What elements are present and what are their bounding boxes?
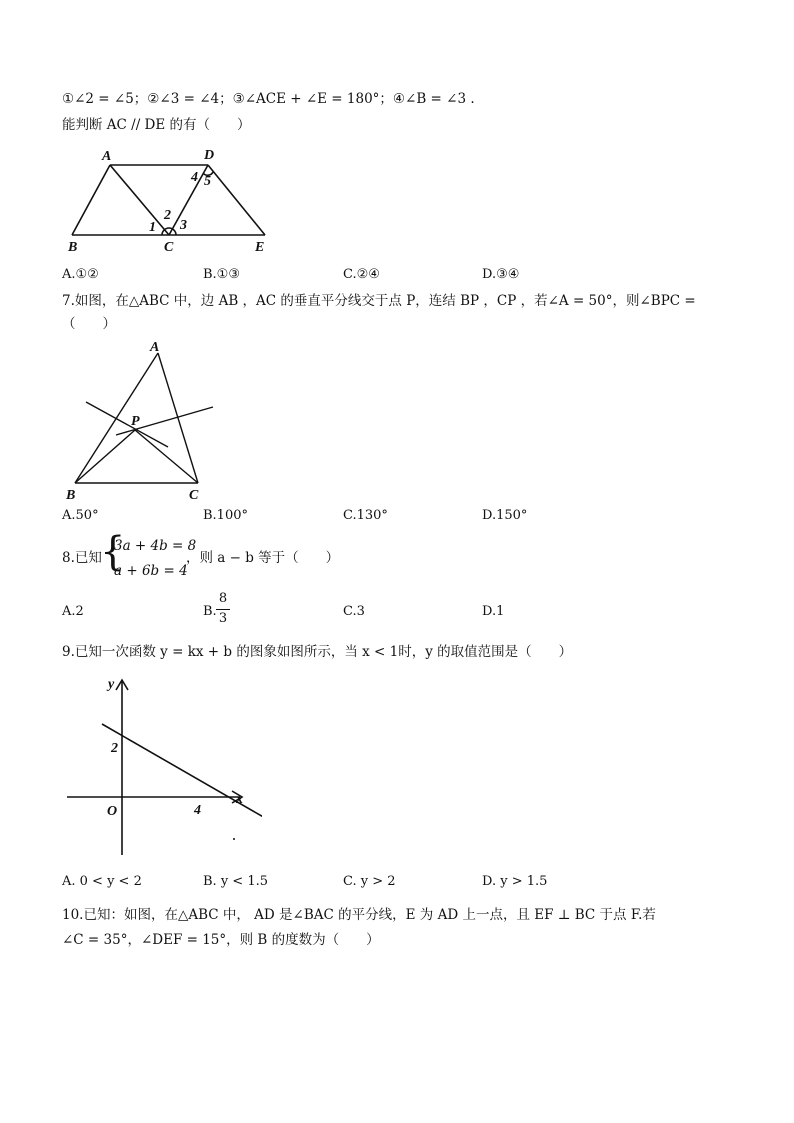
q8-option-c: C.3 xyxy=(343,604,365,619)
q7-label-P: P xyxy=(131,414,140,429)
q6-label-B: B xyxy=(68,240,78,255)
q6-label-5: 5 xyxy=(204,174,211,189)
q9-option-b: B. y < 1.5 xyxy=(203,874,268,889)
q6-question: 能判断 AC // DE 的有（ ） xyxy=(62,117,251,133)
q9-option-d: D. y > 1.5 xyxy=(482,874,548,889)
q7-option-d: D.150° xyxy=(482,508,528,523)
q9-label-O: O xyxy=(107,804,118,819)
q8-frac-denominator: 3 xyxy=(218,611,228,626)
q8-eq1: 3a + 4b = 8 xyxy=(114,538,197,554)
q6-option-d: D.③④ xyxy=(482,267,520,282)
q10-stem-line2: ∠C = 35°，∠DEF = 15°，则 B 的度数为（ ） xyxy=(62,932,380,948)
q8-prefix: 8.已知 xyxy=(62,550,102,566)
q9-label-2: 2 xyxy=(111,741,118,756)
q9-option-c: C. y > 2 xyxy=(343,874,396,889)
q8-brace: { xyxy=(100,529,126,575)
q6-label-3: 3 xyxy=(180,218,187,233)
q8-suffix: ，则 a − b 等于（ ） xyxy=(186,550,340,566)
q7-label-C: C xyxy=(189,488,199,503)
q10-stem-line1: 10.已知：如图，在△ABC 中， AD 是∠BAC 的平分线，E 为 AD 上一点，且 EF ⊥ BC 于点 F.若 xyxy=(62,907,656,923)
q8-eq2: a + 6b = 4 xyxy=(114,563,188,579)
q6-label-A: A xyxy=(102,149,112,164)
q8-option-b-fraction xyxy=(216,591,232,627)
q7-stem-line1: 7.如图，在△ABC 中，边 AB ，AC 的垂直平分线交于点 P，连结 BP ，CP ，若∠A = 50°，则∠BPC = xyxy=(62,293,696,309)
q7-option-b: B.100° xyxy=(203,508,248,523)
q6-label-E: E xyxy=(255,240,265,255)
q8-frac-bar xyxy=(216,609,230,610)
q9-stem: 9.已知一次函数 y = kx + b 的图象如图所示，当 x < 1时，y 的取值范围是（ ） xyxy=(62,644,573,660)
q8-option-d: D.1 xyxy=(482,604,505,619)
q7-label-A: A xyxy=(150,340,160,355)
q9-label-y: y xyxy=(108,677,115,692)
q7-option-a: A.50° xyxy=(62,508,99,523)
q6-label-1: 1 xyxy=(149,220,156,235)
q7-figure xyxy=(58,335,238,505)
q6-label-2: 2 xyxy=(164,208,171,223)
q9-option-a: A. 0 < y < 2 xyxy=(62,874,142,889)
q9-label-4: 4 xyxy=(194,803,201,818)
q6-option-c: C.②④ xyxy=(343,267,380,282)
q8-frac-numerator: 8 xyxy=(218,591,228,606)
q6-option-b: B.①③ xyxy=(203,267,240,282)
q7-stem-line2: （ ） xyxy=(62,316,116,332)
q6-conditions: ①∠2 = ∠5；②∠3 = ∠4；③∠ACE + ∠E = 180°；④∠B = ∠3 . xyxy=(62,91,475,107)
q8-option-b: B. xyxy=(203,604,217,619)
q6-label-C: C xyxy=(164,240,174,255)
q7-option-c: C.130° xyxy=(343,508,388,523)
q6-figure xyxy=(62,145,292,257)
q8-option-a: A.2 xyxy=(62,604,84,619)
q9-graph xyxy=(62,672,262,857)
q6-option-a: A.①② xyxy=(62,267,99,282)
q7-label-B: B xyxy=(66,488,76,503)
q9-label-x: x xyxy=(236,792,243,807)
q6-label-4: 4 xyxy=(191,170,198,185)
q6-label-D: D xyxy=(204,148,215,163)
